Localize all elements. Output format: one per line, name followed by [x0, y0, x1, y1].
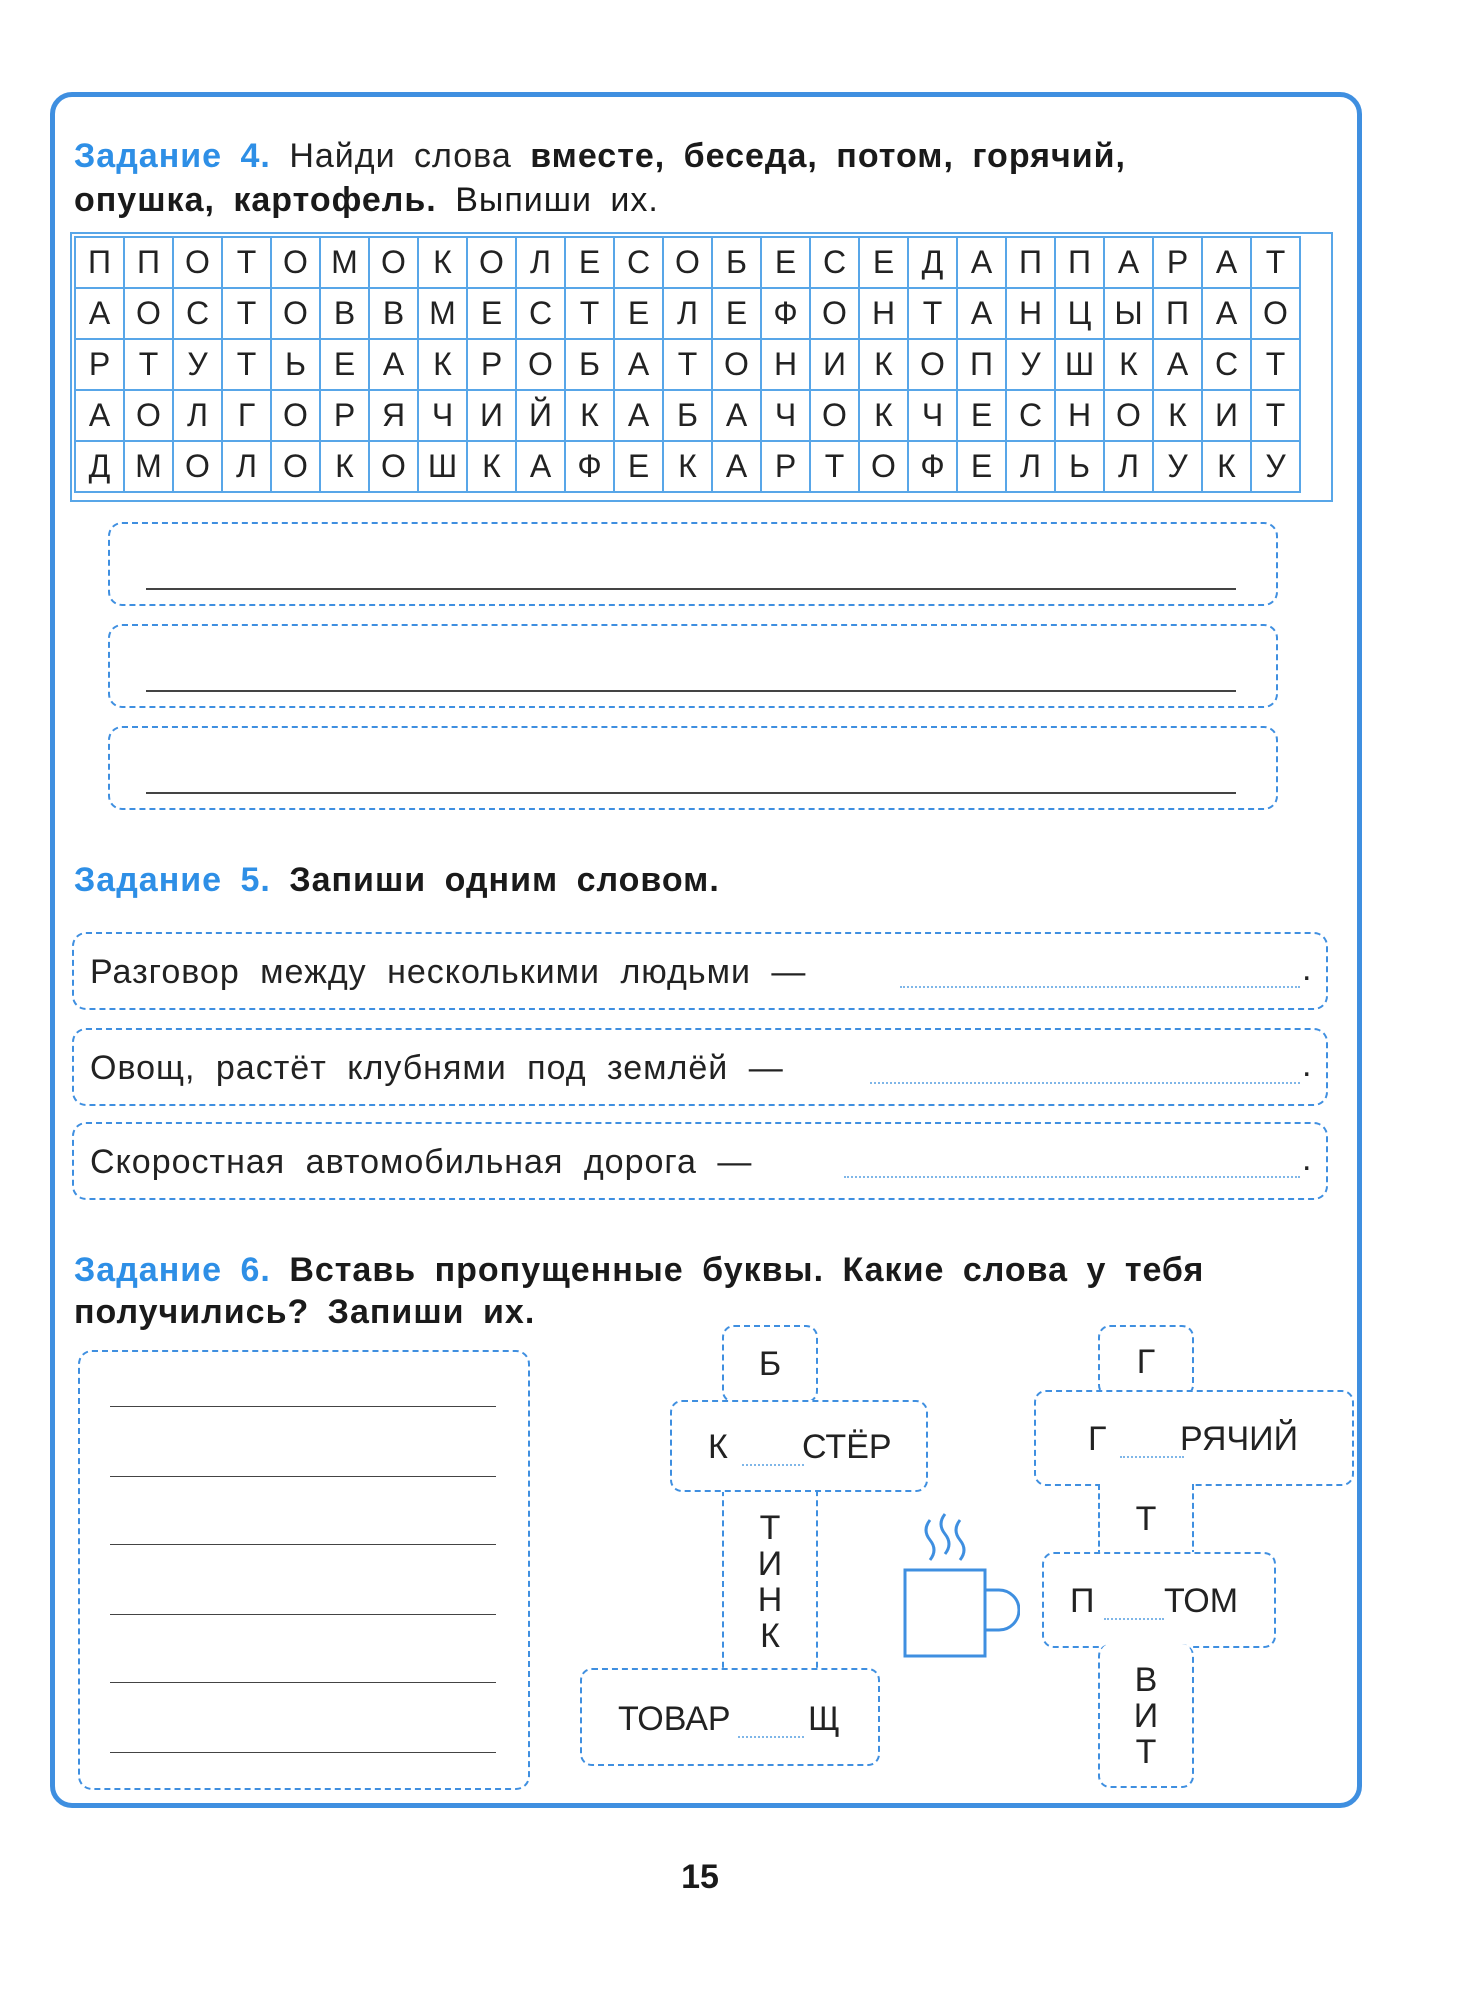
answer-box-2[interactable]: [108, 624, 1278, 708]
crossword-left-vertical-mid: [722, 1480, 818, 1688]
grid-cell[interactable]: Т: [663, 339, 712, 390]
grid-cell[interactable]: Л: [516, 237, 565, 288]
definition-box-3: [72, 1122, 1328, 1200]
grid-cell[interactable]: А: [614, 390, 663, 441]
grid-cell[interactable]: С: [173, 288, 222, 339]
grid-cell[interactable]: А: [75, 288, 124, 339]
vertical-letter: К: [760, 1617, 780, 1655]
grid-row: [75, 390, 1300, 441]
grid-cell[interactable]: Ч: [418, 390, 467, 441]
task4-words2: опушка, картофель.: [74, 181, 437, 219]
grid-cell[interactable]: Л: [663, 288, 712, 339]
answer-line: [146, 792, 1236, 794]
grid-cell[interactable]: Г: [222, 390, 271, 441]
grid-cell[interactable]: П: [124, 237, 173, 288]
grid-cell[interactable]: И: [810, 339, 859, 390]
grid-cell[interactable]: Е: [320, 339, 369, 390]
task6-text: Вставь пропущенные буквы. Какие слова у тебя: [289, 1251, 1205, 1289]
grid-cell[interactable]: Е: [565, 237, 614, 288]
grid-cell[interactable]: И: [1202, 390, 1251, 441]
answer-line: [110, 1476, 496, 1477]
grid-cell[interactable]: А: [712, 390, 761, 441]
task6-title-line2: [74, 1292, 535, 1332]
grid-cell[interactable]: Н: [1006, 288, 1055, 339]
answer-line: [146, 690, 1236, 692]
definition-text-3: Скоростная автомобильная дорога —: [90, 1143, 753, 1181]
missing-letter-blank[interactable]: [742, 1464, 804, 1466]
grid-cell[interactable]: О: [124, 288, 173, 339]
grid-cell[interactable]: О: [271, 237, 320, 288]
task5-number: 5.: [240, 861, 271, 899]
grid-cell[interactable]: Б: [663, 390, 712, 441]
task4-words: вместе, беседа, потом, горячий,: [530, 137, 1126, 175]
grid-cell[interactable]: Т: [1251, 237, 1300, 288]
task6-text2: получились? Запиши их.: [74, 1293, 536, 1331]
grid-cell[interactable]: К: [663, 441, 712, 492]
grid-cell[interactable]: Н: [761, 339, 810, 390]
answer-line: [110, 1544, 496, 1545]
grid-cell[interactable]: Т: [124, 339, 173, 390]
grid-cell[interactable]: Т: [908, 288, 957, 339]
period-1: .: [1302, 950, 1312, 988]
grid-cell[interactable]: Р: [1153, 237, 1202, 288]
grid-cell[interactable]: А: [1202, 237, 1251, 288]
grid-cell[interactable]: Л: [1006, 441, 1055, 492]
task4-number: 4.: [240, 137, 271, 175]
grid-cell[interactable]: О: [173, 237, 222, 288]
task5-title: [74, 860, 720, 900]
grid-cell[interactable]: Р: [320, 390, 369, 441]
definition-text-1: Разговор между несколькими людьми —: [90, 953, 807, 991]
grid-row: [75, 288, 1300, 339]
task6-answer-box[interactable]: [78, 1350, 530, 1790]
grid-cell[interactable]: Е: [957, 390, 1006, 441]
grid-cell[interactable]: О: [271, 288, 320, 339]
grid-cell[interactable]: О: [516, 339, 565, 390]
grid-cell[interactable]: С: [1202, 339, 1251, 390]
grid-cell[interactable]: Л: [1104, 441, 1153, 492]
grid-cell[interactable]: Ч: [908, 390, 957, 441]
grid-cell[interactable]: Л: [173, 390, 222, 441]
crossword-left-word2: [580, 1668, 880, 1766]
period-2: .: [1302, 1046, 1312, 1084]
task4-title-line2: [74, 180, 659, 220]
word-end: ТОМ: [1164, 1582, 1239, 1620]
word-start: К: [708, 1428, 728, 1466]
grid-cell[interactable]: Е: [467, 288, 516, 339]
letter-grid: [74, 236, 1301, 493]
crossword-right-vertical-mid: [1098, 1484, 1194, 1556]
grid-cell[interactable]: П: [1055, 237, 1104, 288]
grid-cell[interactable]: Т: [222, 288, 271, 339]
grid-cell[interactable]: Ч: [761, 390, 810, 441]
grid-cell[interactable]: Е: [712, 288, 761, 339]
crossword-right-word1: [1034, 1390, 1354, 1486]
grid-cell[interactable]: Т: [1251, 390, 1300, 441]
grid-cell[interactable]: П: [75, 237, 124, 288]
task5-text: Запиши одним словом.: [289, 861, 720, 899]
word-end: РЯЧИЙ: [1180, 1420, 1299, 1458]
grid-cell[interactable]: Ь: [1055, 441, 1104, 492]
letter: Т: [1135, 1500, 1157, 1538]
grid-row: [75, 339, 1300, 390]
grid-cell[interactable]: В: [369, 288, 418, 339]
task4-text-a: Найди слова: [289, 137, 512, 175]
grid-cell[interactable]: А: [614, 339, 663, 390]
grid-cell[interactable]: О: [810, 390, 859, 441]
grid-cell[interactable]: О: [908, 339, 957, 390]
grid-cell[interactable]: Ф: [761, 288, 810, 339]
grid-cell[interactable]: О: [1104, 390, 1153, 441]
grid-cell[interactable]: С: [614, 237, 663, 288]
grid-cell[interactable]: Ф: [565, 441, 614, 492]
grid-cell[interactable]: У: [173, 339, 222, 390]
grid-cell[interactable]: У: [1006, 339, 1055, 390]
grid-cell[interactable]: А: [516, 441, 565, 492]
grid-cell[interactable]: У: [1153, 441, 1202, 492]
grid-cell[interactable]: Е: [957, 441, 1006, 492]
grid-cell[interactable]: Б: [712, 237, 761, 288]
grid-cell[interactable]: О: [124, 390, 173, 441]
grid-cell[interactable]: П: [1153, 288, 1202, 339]
word-start: П: [1070, 1582, 1095, 1620]
grid-cell[interactable]: Ш: [1055, 339, 1104, 390]
crossword-left-vertical-top: [722, 1325, 818, 1403]
word-end: Щ: [808, 1700, 840, 1738]
grid-cell[interactable]: М: [124, 441, 173, 492]
grid-cell[interactable]: У: [1251, 441, 1300, 492]
grid-cell[interactable]: О: [173, 441, 222, 492]
task5-label: Задание: [74, 861, 223, 899]
grid-cell[interactable]: А: [712, 441, 761, 492]
answer-line: [110, 1682, 496, 1683]
grid-cell[interactable]: А: [1202, 288, 1251, 339]
word-start: ТОВАР: [618, 1700, 731, 1738]
answer-line: [110, 1614, 496, 1615]
crossword-right-vertical-bottom: [1098, 1644, 1194, 1788]
vertical-letter: В: [1134, 1661, 1158, 1699]
grid-cell[interactable]: Т: [565, 288, 614, 339]
task4-text-b: Выпиши их.: [455, 181, 659, 219]
task6-number: 6.: [240, 1251, 271, 1289]
period-3: .: [1302, 1140, 1312, 1178]
grid-cell[interactable]: Е: [614, 441, 663, 492]
letter: Б: [758, 1345, 782, 1383]
crossword-right-vertical-top: [1098, 1325, 1194, 1397]
grid-cell[interactable]: Н: [859, 288, 908, 339]
vertical-letter: И: [1133, 1697, 1159, 1735]
word-end: СТЁР: [802, 1428, 892, 1466]
grid-cell[interactable]: Т: [810, 441, 859, 492]
answer-box-3[interactable]: [108, 726, 1278, 810]
grid-cell[interactable]: Т: [222, 339, 271, 390]
word-start: Г: [1088, 1420, 1107, 1458]
missing-letter-blank[interactable]: [738, 1736, 804, 1738]
grid-cell[interactable]: К: [1202, 441, 1251, 492]
grid-cell[interactable]: Е: [859, 237, 908, 288]
task6-label: Задание: [74, 1251, 223, 1289]
grid-cell[interactable]: О: [859, 441, 908, 492]
crossword-right-word2: [1042, 1552, 1276, 1648]
grid-cell[interactable]: Л: [222, 441, 271, 492]
missing-letter-blank[interactable]: [1104, 1618, 1164, 1620]
task4-label: Задание: [74, 137, 223, 175]
missing-letter-blank[interactable]: [1120, 1456, 1184, 1458]
vertical-letter: И: [757, 1545, 783, 1583]
grid-cell[interactable]: Д: [908, 237, 957, 288]
grid-cell[interactable]: К: [467, 441, 516, 492]
grid-cell[interactable]: Я: [369, 390, 418, 441]
grid-cell[interactable]: Д: [75, 441, 124, 492]
answer-box-1[interactable]: [108, 522, 1278, 606]
answer-line: [110, 1406, 496, 1407]
grid-cell[interactable]: Ф: [908, 441, 957, 492]
grid-cell[interactable]: А: [1104, 237, 1153, 288]
grid-cell[interactable]: М: [418, 288, 467, 339]
grid-cell[interactable]: О: [467, 237, 516, 288]
grid-cell[interactable]: Ц: [1055, 288, 1104, 339]
answer-line: [146, 588, 1236, 590]
definition-text-2: Овощ, растёт клубнями под землёй —: [90, 1049, 784, 1087]
grid-cell[interactable]: Ш: [418, 441, 467, 492]
grid-cell[interactable]: С: [810, 237, 859, 288]
grid-row: [75, 237, 1300, 288]
grid-cell[interactable]: П: [957, 339, 1006, 390]
grid-cell[interactable]: Б: [565, 339, 614, 390]
grid-cell[interactable]: Т: [1251, 339, 1300, 390]
grid-cell[interactable]: А: [957, 288, 1006, 339]
grid-cell[interactable]: Е: [614, 288, 663, 339]
grid-cell[interactable]: Т: [222, 237, 271, 288]
vertical-letter: Н: [757, 1581, 783, 1619]
grid-cell[interactable]: О: [663, 237, 712, 288]
grid-row: [75, 441, 1300, 492]
grid-cell[interactable]: М: [320, 237, 369, 288]
grid-cell[interactable]: А: [1153, 339, 1202, 390]
vertical-letter: Т: [759, 1509, 781, 1547]
grid-cell[interactable]: О: [712, 339, 761, 390]
answer-blank-2[interactable]: [870, 1082, 1300, 1084]
grid-cell[interactable]: Р: [467, 339, 516, 390]
grid-cell[interactable]: И: [467, 390, 516, 441]
grid-cell[interactable]: К: [418, 237, 467, 288]
grid-cell[interactable]: С: [516, 288, 565, 339]
page-number: 15: [681, 1858, 719, 1896]
grid-cell[interactable]: О: [271, 390, 320, 441]
grid-cell[interactable]: П: [1006, 237, 1055, 288]
grid-cell[interactable]: Р: [75, 339, 124, 390]
grid-cell[interactable]: Н: [1055, 390, 1104, 441]
grid-cell[interactable]: А: [369, 339, 418, 390]
grid-cell[interactable]: Е: [761, 237, 810, 288]
crossword-left-word1: [670, 1400, 928, 1492]
grid-cell[interactable]: Ы: [1104, 288, 1153, 339]
grid-cell[interactable]: К: [859, 339, 908, 390]
grid-cell[interactable]: В: [320, 288, 369, 339]
answer-blank-1[interactable]: [900, 986, 1300, 988]
grid-cell[interactable]: О: [1251, 288, 1300, 339]
definition-box-1: [72, 932, 1328, 1010]
grid-cell[interactable]: Р: [761, 441, 810, 492]
grid-cell[interactable]: О: [271, 441, 320, 492]
definition-box-2: [72, 1028, 1328, 1106]
task4-title: [74, 136, 1126, 176]
answer-line: [110, 1752, 496, 1753]
grid-cell[interactable]: А: [75, 390, 124, 441]
task6-title: [74, 1250, 1204, 1290]
grid-cell[interactable]: К: [1104, 339, 1153, 390]
grid-cell[interactable]: К: [859, 390, 908, 441]
grid-cell[interactable]: К: [1153, 390, 1202, 441]
tea-cup-icon: [900, 1510, 1020, 1660]
grid-cell[interactable]: Й: [516, 390, 565, 441]
grid-cell[interactable]: О: [369, 237, 418, 288]
grid-cell[interactable]: О: [369, 441, 418, 492]
answer-blank-3[interactable]: [844, 1176, 1300, 1178]
grid-cell[interactable]: К: [320, 441, 369, 492]
grid-cell[interactable]: К: [418, 339, 467, 390]
grid-cell[interactable]: А: [957, 237, 1006, 288]
grid-cell[interactable]: Ь: [271, 339, 320, 390]
letter: Г: [1136, 1343, 1156, 1381]
grid-cell[interactable]: С: [1006, 390, 1055, 441]
grid-cell[interactable]: К: [565, 390, 614, 441]
vertical-letter: Т: [1135, 1733, 1157, 1771]
grid-cell[interactable]: О: [810, 288, 859, 339]
